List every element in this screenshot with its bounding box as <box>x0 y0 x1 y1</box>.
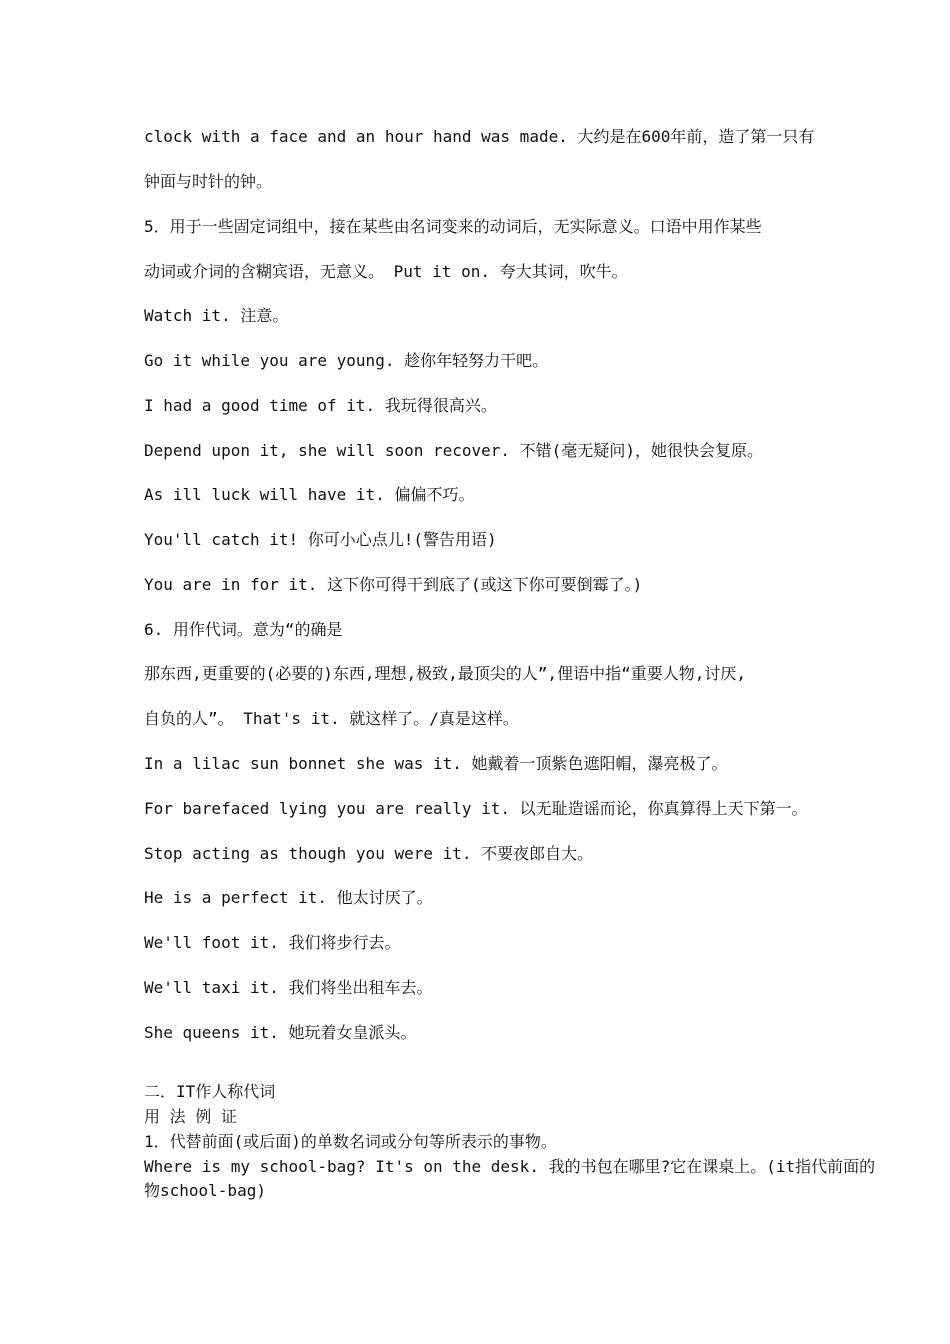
text-line: Watch it. 注意。 <box>144 306 289 325</box>
text-line: You are in for it. 这下你可得干到底了(或这下你可要倒霉了。) <box>144 575 643 594</box>
text-line: As ill luck will have it. 偏偏不巧。 <box>144 485 475 504</box>
text-line: 6. 用作代词。意为“的确是 <box>144 620 343 639</box>
section-item: 1．代替前面(或后面)的单数名词或分句等所表示的事物。 <box>144 1132 557 1151</box>
section-heading: 二．IT作人称代词 <box>144 1082 276 1101</box>
text-line: For barefaced lying you are really it. 以无耻造谣而论，你真算得上天下第一。 <box>144 799 808 818</box>
text-line: 自负的人”。 That's it. 就这样了。/真是这样。 <box>144 709 519 728</box>
text-line: Stop acting as though you were it. 不要夜郎自大。 <box>144 844 594 863</box>
section-subheading: 用 法 例 证 <box>144 1107 237 1126</box>
text-line: Go it while you are young. 趁你年轻努力干吧。 <box>144 351 549 370</box>
text-line: 5．用于一些固定词组中，接在某些由名词变来的动词后，无实际意义。口语中用作某些 <box>144 217 762 236</box>
text-line: Depend upon it, she will soon recover. 不错(毫无疑问)，她很快会复原。 <box>144 441 763 460</box>
text-line: I had a good time of it. 我玩得很高兴。 <box>144 396 497 415</box>
text-line: 钟面与时针的钟。 <box>144 172 273 191</box>
text-line: In a lilac sun bonnet she was it. 她戴着一顶紫色遮阳帽，瀑亮极了。 <box>144 754 728 773</box>
text-line: clock with a face and an hour hand was made. 大约是在600年前，造了第一只有 <box>144 127 815 146</box>
text-line: 动词或介词的含糊宾语，无意义。 Put it on. 夸大其词，吹牛。 <box>144 262 628 281</box>
section-example: Where is my school-bag? It's on the desk. 我的书包在哪里?它在课桌上。(it指代前面的物school-bag) <box>144 1157 876 1200</box>
text-line: She queens it. 她玩着女皇派头。 <box>144 1023 417 1042</box>
text-line: We'll foot it. 我们将步行去。 <box>144 933 401 952</box>
text-line: He is a perfect it. 他太讨厌了。 <box>144 888 433 907</box>
text-line: 那东西,更重要的(必要的)东西,理想,极致,最顶尖的人”,俚语中指“重要人物,讨厌, <box>144 664 746 683</box>
text-line: You'll catch it! 你可小心点儿!(警告用语) <box>144 530 497 549</box>
text-line: We'll taxi it. 我们将坐出租车去。 <box>144 978 433 997</box>
